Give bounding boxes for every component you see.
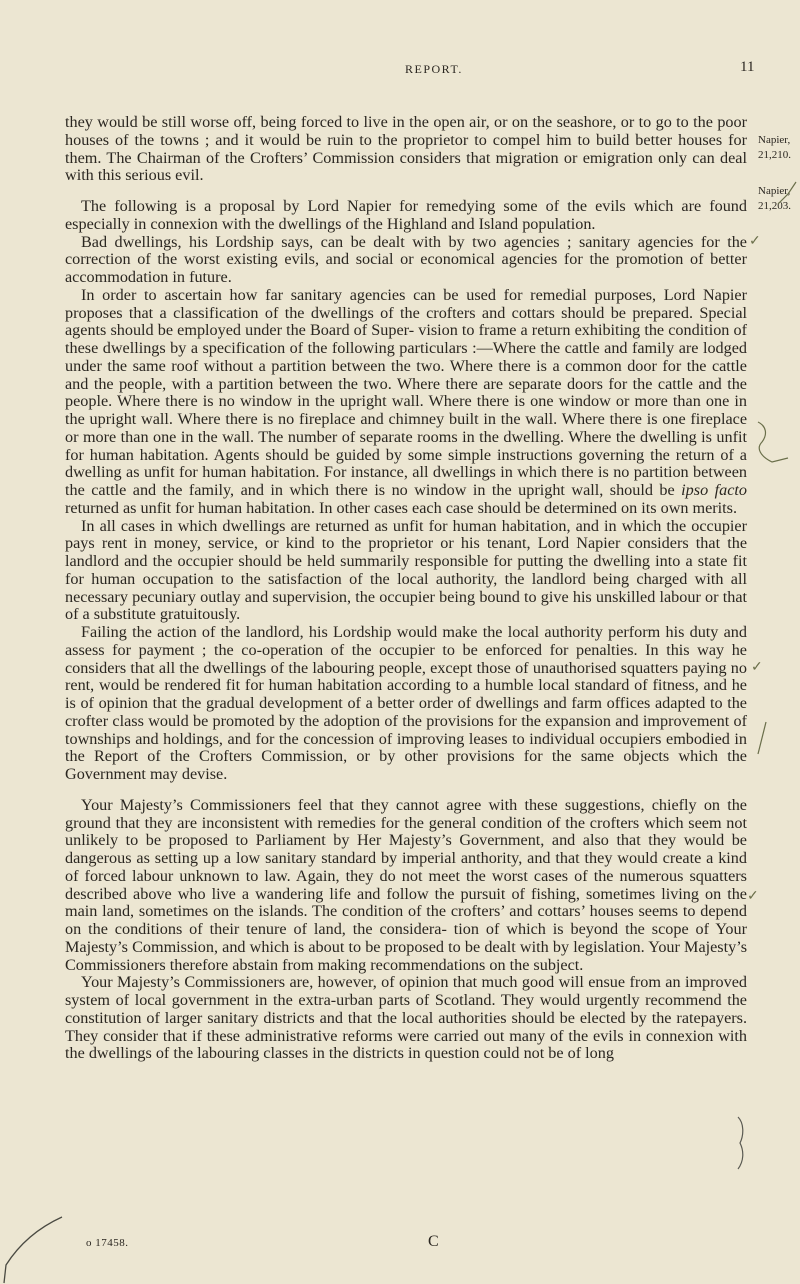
margin-note-1-line1: Napier, [758,134,791,146]
margin-note-2-line1: Napier, [758,185,791,197]
running-header-title: REPORT. [405,62,463,76]
margin-note-2-line2: 21,203. [758,200,791,212]
margin-note-1 [758,133,800,163]
print-code: o 17458. [86,1237,129,1249]
paragraph-4-tail: returned as unfit for human habitation. In other cases each case should be determined on its own merits. [65,498,738,517]
pencil-tick-scrawl-icon [776,180,798,210]
paragraph-2: The following is a proposal by Lord Napier for remedying some of the evils which are found especially in connexion with the dwellings of the Highland and Island population. [65,197,747,233]
signature-mark: C [428,1233,439,1250]
paragraph-7: Your Majesty’s Commissioners feel that they cannot agree with these suggestions, chiefly on the ground that they are inconsistent with remedies for the general condition of the crofters which seem not unlikely to be proposed to Parliament by Her Majesty’s Government, and also that they would be dangerous as setting up a low sanitary standard by imperial anthority, and that they would create a kind of forced labour unknown to law. Again, they do not meet the worst cases of the numerous squatters described above who live a wandering life and follow the pursuit of fishing, sometimes living on the main land, sometimes on the islands. The condition of the crofters’ and cottars’ houses seems to depend on the conditions of their tenure of land, the considera- tion of which is beyond the scope of Your Majesty’s Commission, and which is about to be proposed to be dealt with by legislation. Your Majesty’s Commissioners therefore abstain from making recommendations on the subject. [65,795,747,974]
paragraph-5: In all cases in which dwellings are returned as unfit for human habitation, and in which the occupier pays rent in money, service, or kind to the proprietor or his tenant, Lord Napier considers that the landlord and the occupier should be held summarily responsible for putting the dwelling into a state fit for human occupation to the satisfaction of the local authority, the landlord being charged with all necessary pecuniary outlay and supervision, the occupier being bound to give his unskilled labour or that of a substitute gratuitously. [65,516,747,624]
page-number: 11 [740,59,755,75]
margin-note-1-line2: 21,210. [758,149,791,161]
body-text [65,114,747,1063]
paragraph-4-text: In order to ascertain how far sanitary agencies can be used for remedial purposes, Lord Napier proposes that a classification of the dwellings of the crofters and cottars should be prepared. Special agents should be employed under the Board of Super- vision to frame a return exhibiting the condition of these dwellings by a specification of the following particulars :—Where the cattle and family are lodged under the same roof without a partition between the two. Where there is a common door for the cattle and the people, with a partition between the two. Where there are separate doors for the cattle and the people. Where there is no window in the upright wall. Where there is one window or more than one in the upright wall. Where there is no fireplace and chimney built in the wall. Where there is one fireplace or more than one in the wall. The number of separate rooms in the dwelling. Where the dwelling is unfit for human habitation. Agents should be guided by some simple instructions governing the return of a dwelling as unfit for human habitation. For instance, all dwellings in which there is no partition between the cattle and the family, and in which there is no window in the upright wall, should be [65,285,747,499]
paragraph-6: Failing the action of the landlord, his Lordship would make the local authority perform his duty and assess for payment ; the co-operation of the occupier to be enforced for penalties. In this way he considers that all the dwellings of the labouring people, except those of unauthorised squatters paying no rent, would be rendered fit for human habitation according to a humble local standard of fitness, and he is of opinion that the gradual development of a better order of dwellings and farm offices adapted to the crofter class would be promoted by the adoption of the provisions for the expansion and improvement of townships and holdings, and for the concession of improving leases to individual occupiers embodied in the Report of the Crofters Commission, or by other provisions for the same objects which the Government may devise. [65,623,747,783]
pencil-check-mark-icon: ✓ [749,234,761,249]
pencil-check-mark-icon: ✓ [747,889,759,904]
paragraph-3: Bad dwellings, his Lordship says, can be dealt with by two agencies ; sanitary agencies for the correction of the worst existing evils, and social or economical agencies for the promotion of better accommodation in future. [65,232,747,286]
paragraph-8: Your Majesty’s Commissioners are, however, of opinion that much good will ensue from an improved system of local government in the extra-urban parts of Scotland. They would urgently recommend the constitution of larger sanitary districts and that the local authorities should be elected by the ratepayers. They consider that if these administrative reforms were carried out many of the evils in connexion with the dwellings of the labouring classes in the districts in question could not be of long [65,973,747,1063]
ipso-facto-italic: ipso facto [681,481,747,499]
pencil-check-mark-icon: ✓ [751,660,763,675]
pencil-slash-icon [754,720,770,758]
pencil-corner-scrawl-icon [0,1215,70,1284]
paragraph-1: they would be still worse off, being forced to live in the open air, or on the seashore, or to go to the poor houses of the towns ; and it would be ruin to the proprietor to compel him to build better houses for them. The Chairman of the Crofters’ Commission considers that migration or emigration only can deal with this serious evil. [65,113,747,185]
pencil-bracket-icon [735,1115,749,1171]
paragraph-4 [65,287,747,518]
pencil-bracket-scrawl-icon [752,418,792,474]
